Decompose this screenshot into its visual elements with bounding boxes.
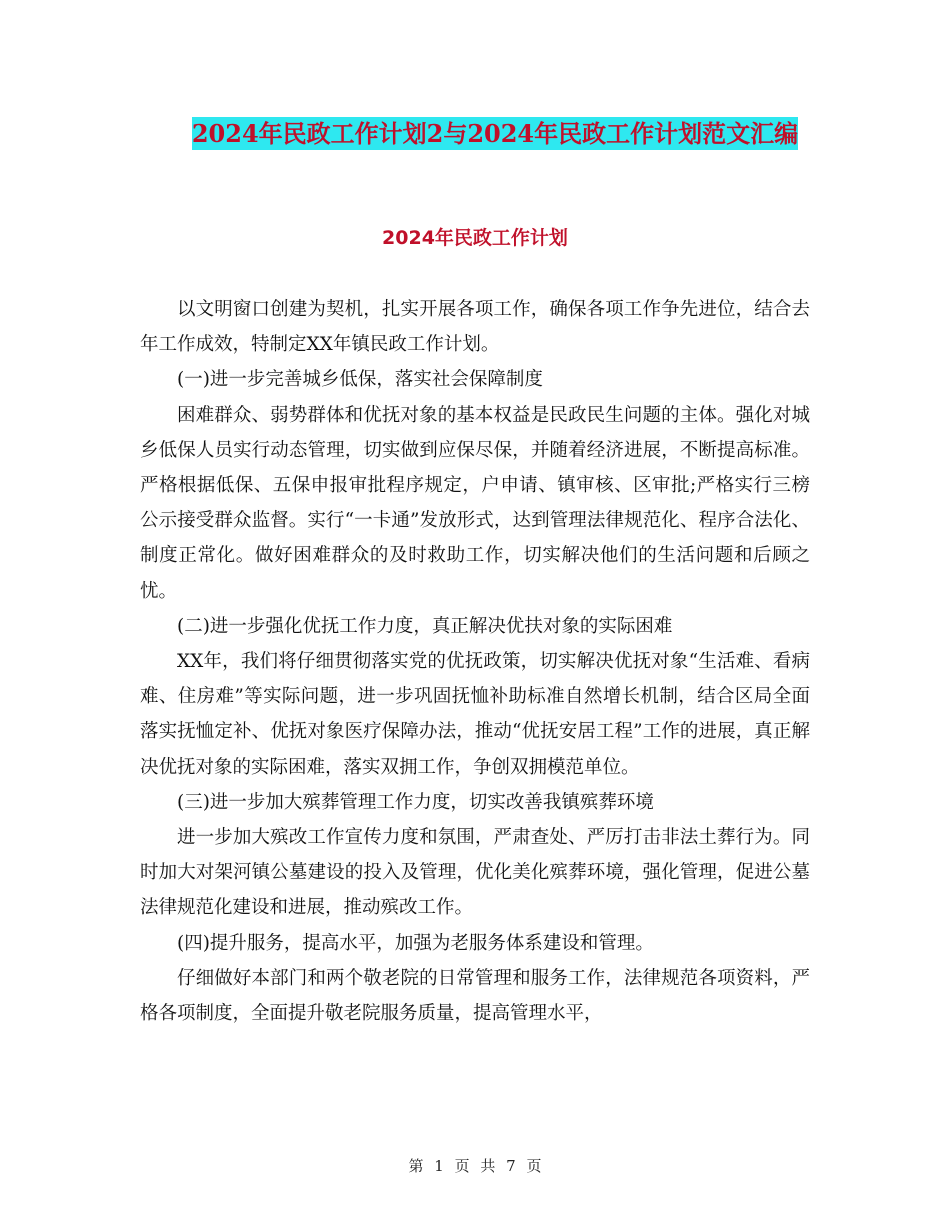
- document-title: [140, 112, 850, 156]
- document-body: [140, 292, 810, 1031]
- section-title: 2024年民政工作计划: [382, 227, 568, 249]
- paragraph-item-2: XX年，我们将仔细贯彻落实党的优抚政策，切实解决优抚对象“生活难、看病难、住房难”等实际问题，进一步巩固抚恤补助标准自然增长机制，结合区局全面落实抚恤定补、优抚对象医疗保障办法，推动“优抚安居工程”工作的进展，真正解决优抚对象的实际困难，落实双拥工作，争创双拥模范单位。: [140, 651, 810, 778]
- document-title-text: 2024年民政工作计划2与2024年民政工作计划范文汇编: [191, 119, 799, 148]
- heading-item-4: (四)提升服务，提高水平，加强为老服务体系建设和管理。: [177, 932, 654, 954]
- paragraph-item-3: 进一步加大殡改工作宣传力度和氛围，严肃查处、严厉打击非法土葬行为。同时加大对架河镇公墓建设的投入及管理，优化美化殡葬环境，强化管理，促进公墓法律规范化建设和进展，推动殡改工作。: [140, 827, 810, 919]
- paragraph-intro: 以文明窗口创建为契机，扎实开展各项工作，确保各项工作争先进位，结合去年工作成效，特制定XX年镇民政工作计划。: [140, 299, 810, 356]
- heading-item-1: (一)进一步完善城乡低保，落实社会保障制度: [177, 369, 543, 391]
- paragraph-item-1: 困难群众、弱势群体和优抚对象的基本权益是民政民生问题的主体。强化对城乡低保人员实行动态管理，切实做到应保尽保，并随着经济进展，不断提高标准。严格根据低保、五保申报审批程序规定，户申请、镇审核、区审批;严格实行三榜公示接受群众监督。实行“一卡通”发放形式，达到管理法律规范化、程序合法化、制度正常化。做好困难群众的及时救助工作，切实解决他们的生活问题和后顾之忧。: [140, 404, 810, 602]
- heading-item-3: (三)进一步加大殡葬管理工作力度，切实改善我镇殡葬环境: [177, 791, 654, 813]
- page-footer: 第 1 页 共 7 页: [408, 1157, 542, 1175]
- heading-item-2: (二)进一步强化优抚工作力度，真正解决优扶对象的实际困难: [177, 615, 673, 637]
- paragraph-item-4: 仔细做好本部门和两个敬老院的日常管理和服务工作，法律规范各项资料，严格各项制度，全面提升敬老院服务质量，提高管理水平，: [140, 967, 810, 1025]
